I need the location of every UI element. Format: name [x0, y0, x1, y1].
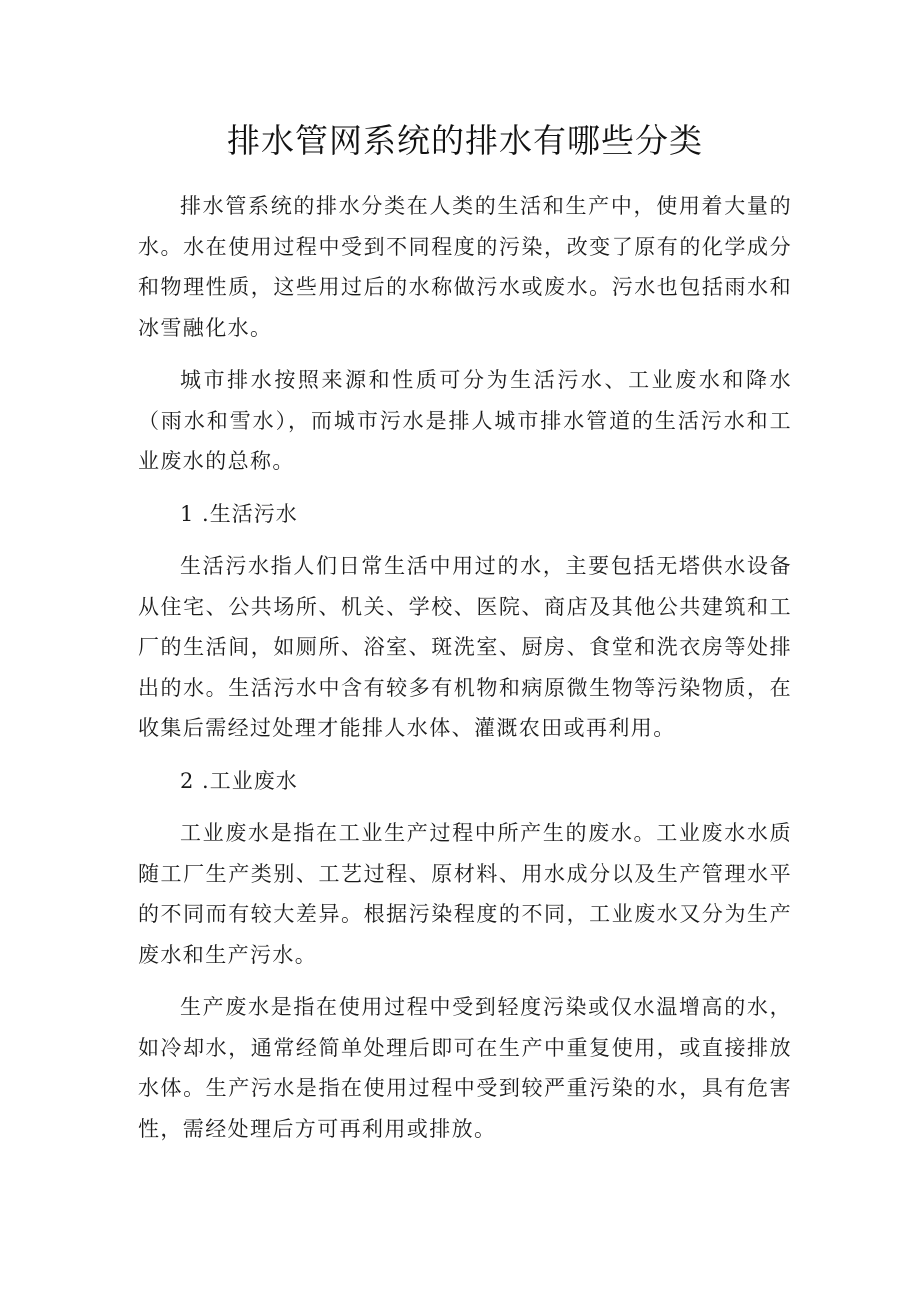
section-heading-industrial-wastewater: 2 .工业废水 [180, 768, 298, 793]
section-heading-domestic-sewage: 1 .生活污水 [180, 501, 298, 526]
industrial-wastewater-paragraph-2: 生产废水是指在使用过程中受到轻度污染或仅水温增高的水，如冷却水，通常经简单处理后即可在生产中重复使用，或直接排放水体。生产污水是指在使用过程中受到较严重污染的水，具有危害性，需经处理后方可再利用或排放。 [138, 995, 792, 1141]
industrial-wastewater-paragraph-1: 工业废水是指在工业生产过程中所产生的废水。工业废水水质随工厂生产类别、工艺过程、原材料、用水成分以及生产管理水平的不同而有较大差异。根据污染程度的不同，工业废水又分为生产废水和生产污水。 [138, 821, 792, 967]
domestic-sewage-paragraph: 生活污水指人们日常生活中用过的水，主要包括无塔供水设备从住宅、公共场所、机关、学校、医院、商店及其他公共建筑和工厂的生活间，如厕所、浴室、斑洗室、厨房、食堂和洗衣房等处排出的水。生活污水中含有较多有机物和病原微生物等污染物质，在收集后需经过处理才能排人水体、灌溉农田或再利用。 [138, 554, 792, 740]
document-page [138, 118, 792, 1161]
intro-paragraph-2: 城市排水按照来源和性质可分为生活污水、工业废水和降水（雨水和雪水），而城市污水是排人城市排水管道的生活污水和工业废水的总称。 [138, 368, 792, 473]
page-title: 排水管网系统的排水有哪些分类 [227, 121, 703, 160]
intro-paragraph-1: 排水管系统的排水分类在人类的生活和生产中，使用着大量的水。水在使用过程中受到不同程度的污染，改变了原有的化学成分和物理性质，这些用过后的水称做污水或废水。污水也包括雨水和冰雪融化水。 [138, 194, 792, 340]
